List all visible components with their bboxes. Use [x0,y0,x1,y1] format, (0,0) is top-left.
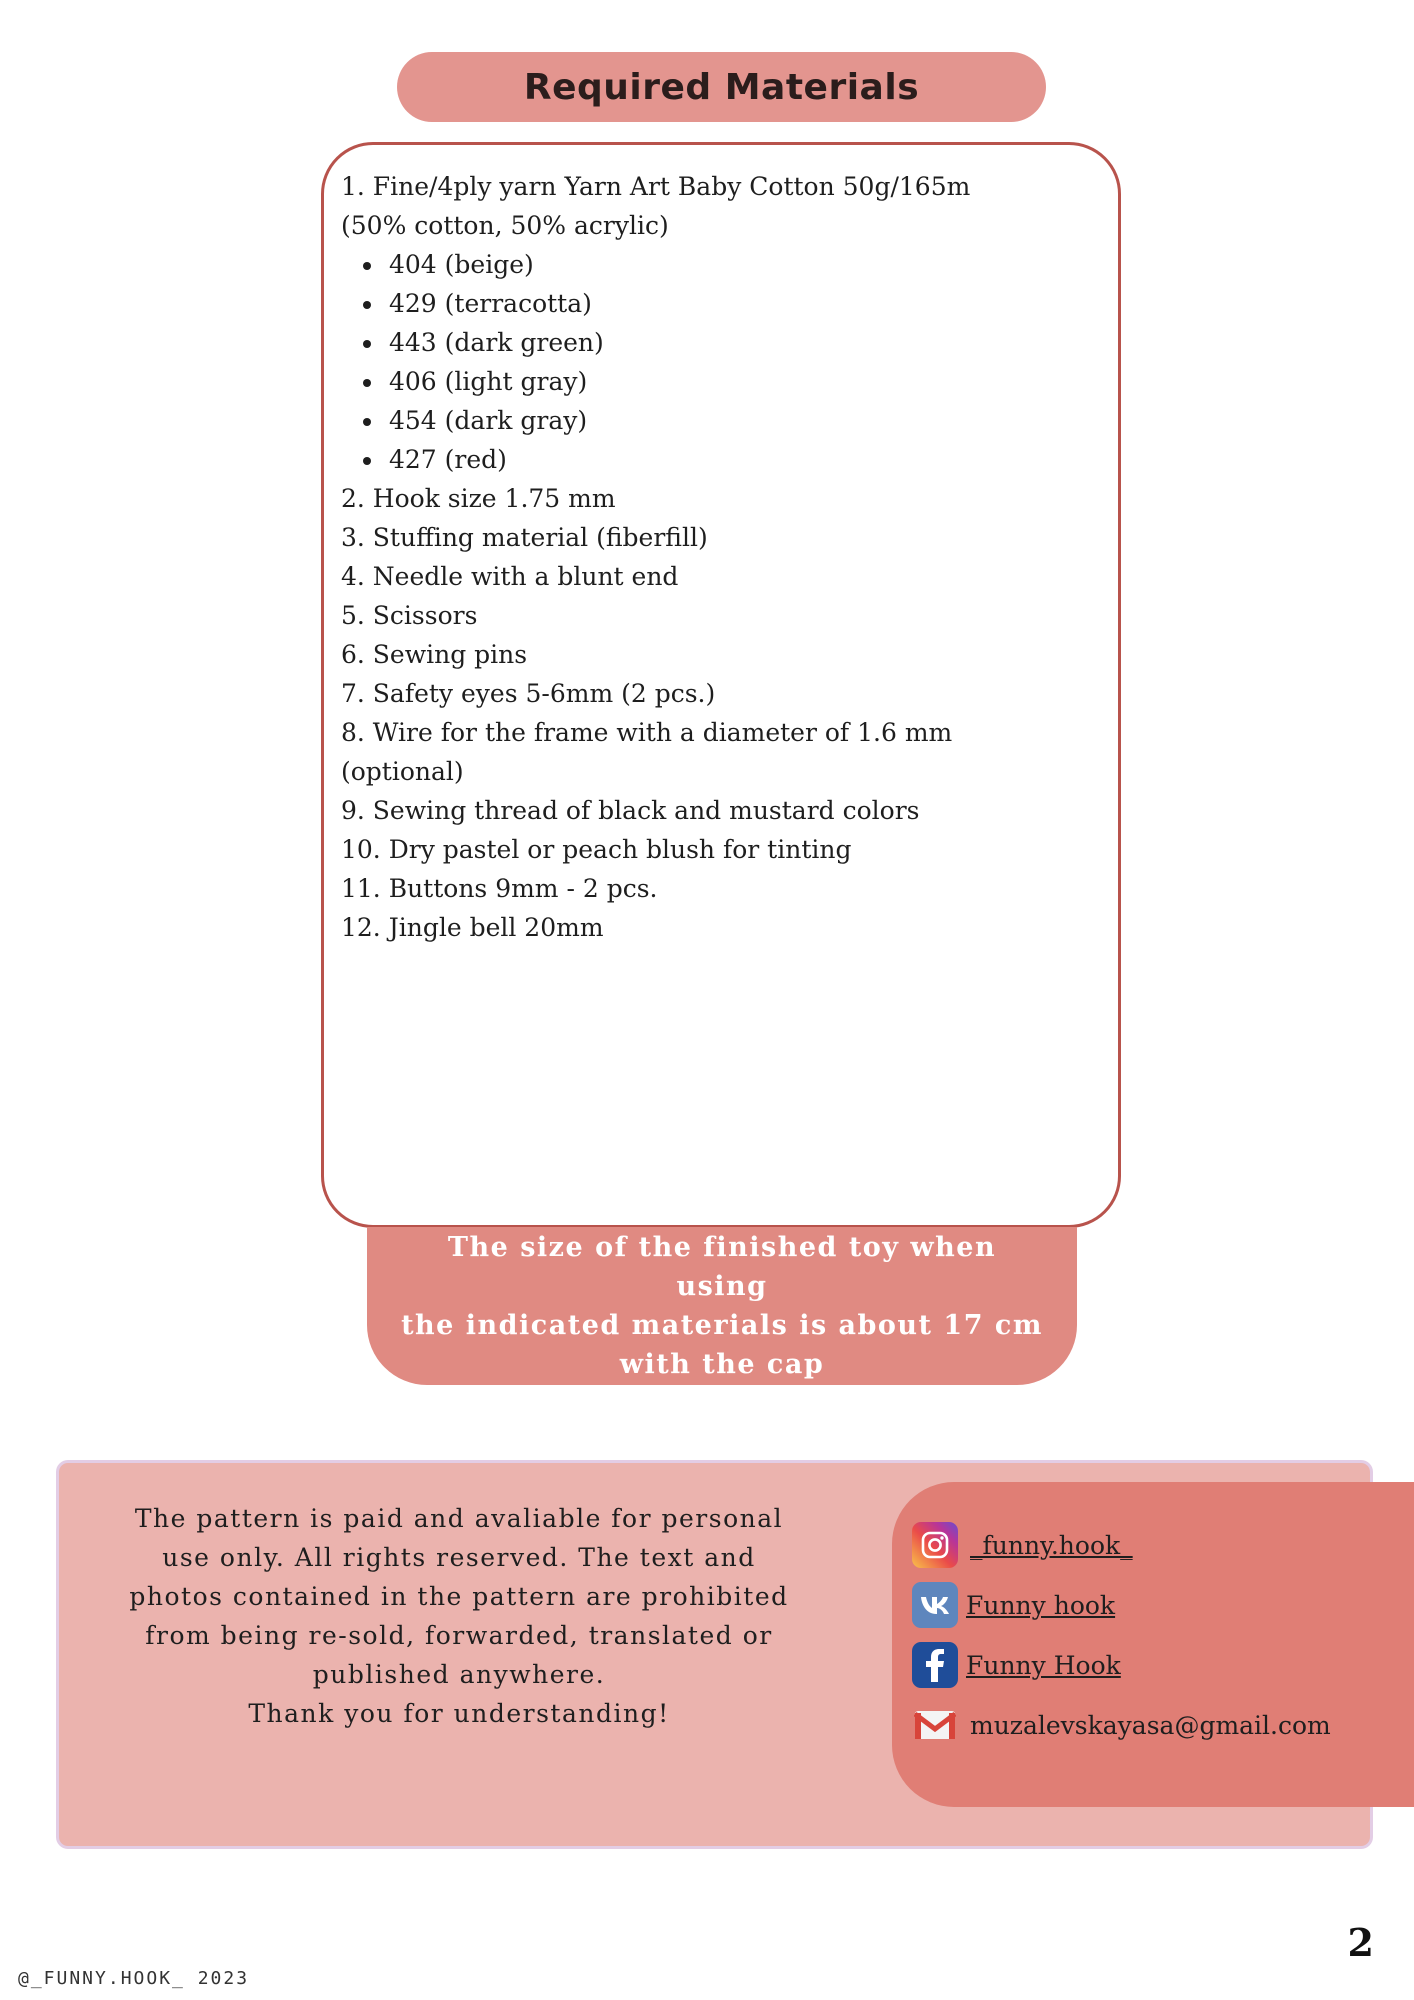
notice-line: The pattern is paid and avaliable for personal [134,1504,784,1533]
material-item: 6. Sewing pins [341,640,528,669]
materials-list-box [321,142,1121,1228]
title-banner [397,52,1046,122]
yarn-color-item: 404 (beige) [341,245,1100,284]
material-item: 11. Buttons 9mm - 2 pcs. [341,874,658,903]
material-item: 12. Jingle bell 20mm [341,913,604,942]
finished-size-note [367,1227,1077,1385]
material-item: 9. Sewing thread of black and mustard colors [341,796,920,825]
material-item: 4. Needle with a blunt end [341,562,679,591]
material-item-1-line-2: (50% cotton, 50% acrylic) [341,211,669,240]
size-note-line: with the cap [619,1349,825,1380]
material-item: 10. Dry pastel or peach blush for tinting [341,835,852,864]
material-item: 5. Scissors [341,601,478,630]
vk-contact[interactable] [912,1582,1115,1628]
copyright-notice [119,1499,799,1733]
notice-line: Thank you for understanding! [248,1699,670,1728]
page-number: 2 [1347,1920,1374,1965]
instagram-link[interactable]: _funny.hook_ [970,1530,1133,1560]
facebook-icon [912,1642,958,1688]
instagram-icon [912,1522,958,1568]
gmail-icon [912,1702,958,1748]
material-item: 3. Stuffing material (fiberfill) [341,523,708,552]
material-item: 7. Safety eyes 5-6mm (2 pcs.) [341,679,716,708]
yarn-color-item: 443 (dark green) [341,323,1100,362]
finished-size-text [397,1228,1047,1384]
size-note-line: The size of the finished toy when using [447,1232,997,1302]
vk-icon [912,1582,958,1628]
notice-line: published anywhere. [312,1660,606,1689]
vk-link[interactable]: Funny hook [966,1590,1116,1620]
yarn-color-item: 406 (light gray) [341,362,1100,401]
yarn-color-item: 427 (red) [341,440,1100,479]
email-contact[interactable] [912,1702,1331,1748]
yarn-color-item: 429 (terracotta) [341,284,1100,323]
size-note-line: the indicated materials is about 17 cm [401,1310,1043,1341]
facebook-link[interactable]: Funny Hook [966,1650,1121,1680]
email-address[interactable]: muzalevskayasa@gmail.com [970,1710,1331,1740]
notice-line: from being re-sold, forwarded, translated or [145,1621,773,1650]
page-title: Required Materials [523,66,920,108]
instagram-contact[interactable] [912,1522,1133,1568]
yarn-color-item: 454 (dark gray) [341,401,1100,440]
material-item-1-line-1: 1. Fine/4ply yarn Yarn Art Baby Cotton 50g/165m [341,172,971,201]
material-item: 2. Hook size 1.75 mm [341,484,616,513]
notice-line: photos contained in the pattern are prohibited [129,1582,789,1611]
contacts-panel [892,1482,1414,1807]
notice-line: use only. All rights reserved. The text and [162,1543,756,1572]
footer-handle: @_FUNNY.HOOK_ 2023 [18,1968,250,1989]
material-item: 8. Wire for the frame with a diameter of 1.6 mm (optional) [341,718,953,786]
facebook-contact[interactable] [912,1642,1121,1688]
